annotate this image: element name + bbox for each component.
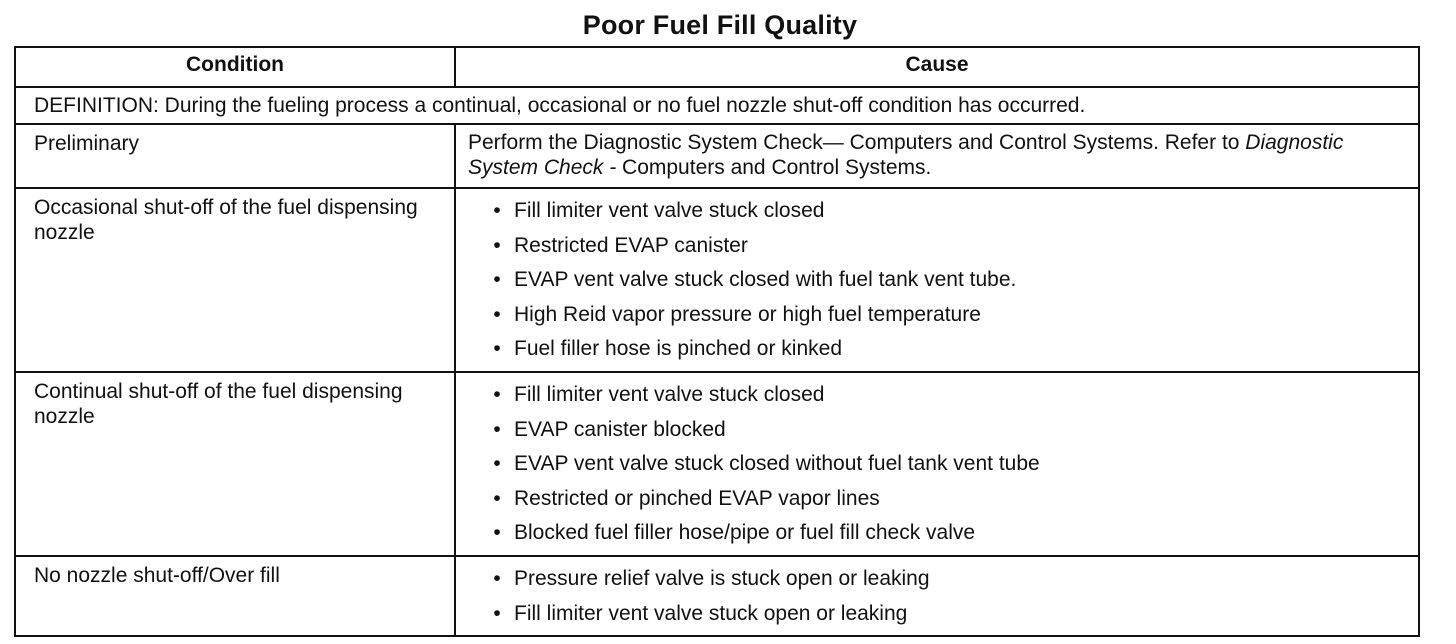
cause-text: Fill limiter vent valve stuck open or leaking: [514, 601, 908, 625]
diagnostic-table: [14, 46, 1420, 637]
condition-row-continual: [15, 372, 1419, 556]
cause-text: EVAP vent valve stuck closed without fuel tank vent tube: [514, 452, 1040, 476]
bullet-icon: •: [493, 382, 501, 406]
bullet-icon: •: [493, 566, 501, 590]
cause-list: [468, 194, 1406, 367]
definition-text: DEFINITION: During the fueling process a continual, occasional or no fuel nozzle shut-off condition has occurred.: [15, 87, 1419, 124]
bullet-icon: •: [493, 601, 501, 625]
cause-text: Blocked fuel filler hose/pipe or fuel fill check valve: [514, 521, 976, 545]
cause-list: [468, 562, 1406, 631]
condition-header: Condition: [15, 47, 455, 87]
condition-row-occasional: [15, 188, 1419, 372]
bullet-icon: •: [493, 452, 501, 476]
preliminary-row: [15, 124, 1419, 188]
condition-occasional: Occasional shut-off of the fuel dispensing nozzle: [15, 188, 455, 372]
cause-text: Fill limiter vent valve stuck closed: [514, 382, 825, 406]
cause-text: Fuel filler hose is pinched or kinked: [514, 337, 843, 361]
diagnostic-check-reference: Diagnostic System Check -: [468, 131, 1344, 179]
bullet-icon: •: [493, 486, 501, 510]
cause-item: [468, 482, 1406, 517]
cause-list-cell: [455, 556, 1419, 636]
header-row: [15, 47, 1419, 87]
bullet-icon: •: [493, 337, 501, 361]
preliminary-cause: [455, 124, 1419, 188]
bullet-icon: •: [493, 521, 501, 545]
cause-text: EVAP canister blocked: [514, 417, 726, 441]
cause-text: Restricted EVAP canister: [514, 233, 748, 257]
cause-text: EVAP vent valve stuck closed with fuel tank vent tube.: [514, 268, 1017, 292]
cause-header: Cause: [455, 47, 1419, 87]
cause-item: [468, 516, 1406, 551]
cause-item: [468, 298, 1406, 333]
preliminary-cause-text-end: Computers and Control Systems.: [616, 156, 932, 179]
cause-text: Pressure relief valve is stuck open or leaking: [514, 566, 930, 590]
cause-list: [468, 378, 1406, 551]
cause-item: [468, 229, 1406, 264]
cause-item: [468, 413, 1406, 448]
cause-item: [468, 194, 1406, 229]
condition-no-shutoff: No nozzle shut-off/Over fill: [15, 556, 455, 636]
bullet-icon: •: [493, 233, 501, 257]
cause-text: Fill limiter vent valve stuck closed: [514, 199, 825, 222]
cause-text: Restricted or pinched EVAP vapor lines: [514, 486, 880, 510]
preliminary-condition: Preliminary: [15, 124, 455, 188]
bullet-icon: •: [493, 302, 501, 326]
bullet-icon: •: [493, 417, 501, 441]
cause-item: [468, 378, 1406, 413]
cause-item: [468, 447, 1406, 482]
cause-list-cell: [455, 372, 1419, 556]
page-title: Poor Fuel Fill Quality: [582, 10, 858, 40]
definition-row: [15, 87, 1419, 124]
cause-item: [468, 332, 1406, 367]
cause-item: [468, 562, 1406, 597]
bullet-icon: •: [493, 199, 501, 222]
cause-list-cell: [455, 188, 1419, 372]
bullet-icon: •: [493, 268, 501, 292]
cause-item: [468, 263, 1406, 298]
condition-row-no-shutoff: [15, 556, 1419, 636]
condition-continual: Continual shut-off of the fuel dispensing nozzle: [15, 372, 455, 556]
cause-text: High Reid vapor pressure or high fuel temperature: [514, 302, 981, 326]
cause-item: [468, 597, 1406, 632]
preliminary-cause-text: Perform the Diagnostic System Check— Computers and Control Systems. Refer to: [468, 131, 1246, 154]
